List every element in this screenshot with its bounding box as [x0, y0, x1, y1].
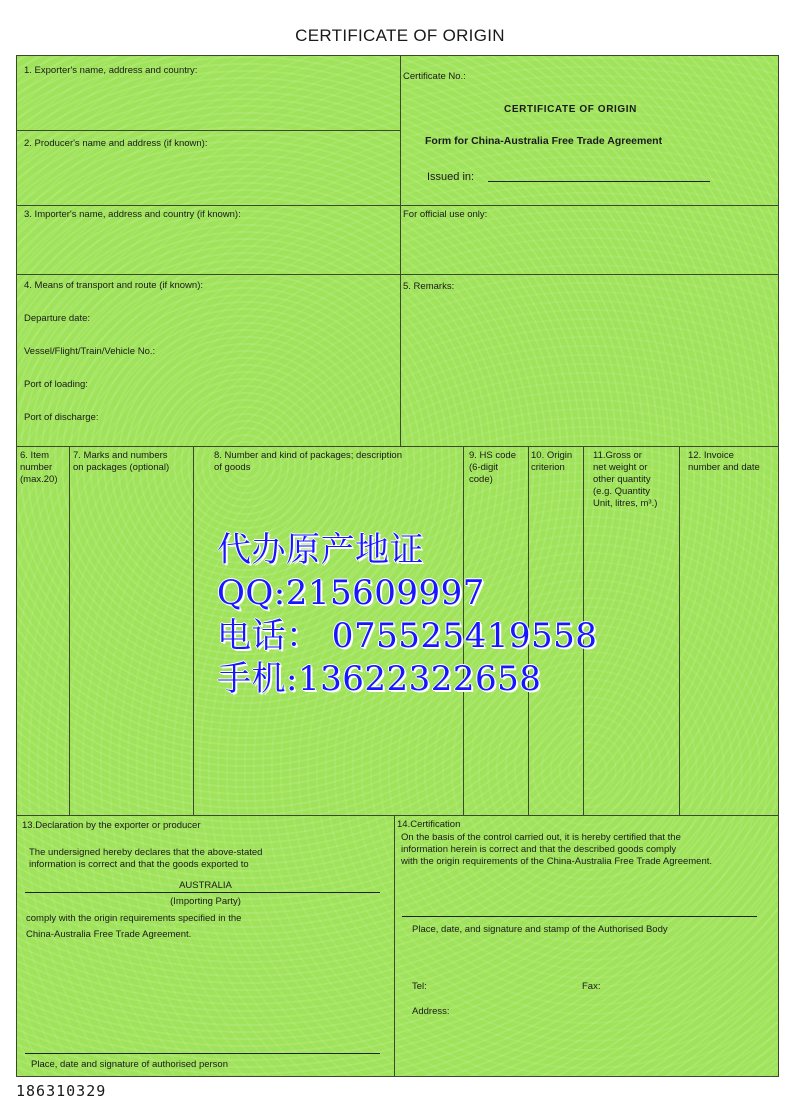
signature-line — [25, 1053, 380, 1054]
col-gross-weight: 11.Gross or net weight or other quantity (e.g. Quantity Unit, litres, m³.) — [593, 450, 658, 509]
divider — [193, 446, 194, 815]
declaration-text-2: information is correct and that the goods exported to — [29, 859, 249, 870]
certificate-number-label: Certificate No.: — [403, 71, 466, 82]
fta-form-line: Form for China-Australia Free Trade Agreement — [425, 135, 663, 147]
declaration-heading: 13.Declaration by the exporter or producer — [22, 820, 201, 831]
declaration-text-1: The undersigned hereby declares that the above-stated — [29, 847, 263, 858]
col-invoice: 12. Invoice number and date — [688, 450, 760, 473]
importing-party-label: (Importing Party) — [170, 896, 241, 907]
authorised-body-label: Place, date, and signature and stamp of the Authorised Body — [412, 924, 668, 935]
col-packages-description: 8. Number and kind of packages; description of goods — [214, 450, 402, 473]
overlay-line-qq: QQ:215609997 — [217, 573, 485, 613]
tel-label: Tel: — [412, 981, 427, 992]
certification-text-3: with the origin requirements of the China-Australia Free Trade Agreement. — [401, 856, 713, 867]
port-loading-label: Port of loading: — [24, 379, 88, 390]
divider — [69, 446, 70, 815]
col-origin-criterion: 10. Origin criterion — [531, 450, 573, 473]
official-use-label: For official use only: — [403, 209, 488, 220]
divider — [400, 56, 401, 446]
col-marks-numbers: 7. Marks and numbers on packages (optional) — [73, 450, 170, 473]
fax-label: Fax: — [582, 981, 601, 992]
remarks-label: 5. Remarks: — [403, 281, 455, 292]
importer-label: 3. Importer's name, address and country (if known): — [24, 209, 241, 220]
divider — [394, 815, 395, 1076]
divider — [17, 130, 400, 131]
importing-country: AUSTRALIA — [179, 880, 232, 891]
declaration-text-4: China-Australia Free Trade Agreement. — [26, 929, 192, 940]
issued-in-line — [488, 181, 710, 182]
transport-label: 4. Means of transport and route (if known): — [24, 280, 204, 291]
serial-number: 186310329 — [16, 1082, 107, 1100]
divider — [17, 274, 778, 275]
document-title: CERTIFICATE OF ORIGIN — [295, 26, 505, 45]
certification-heading: 14.Certification — [397, 819, 461, 830]
issued-in-label: Issued in: — [427, 171, 475, 183]
overlay-line-phone: 电话： 07552541955​8 — [217, 616, 598, 656]
country-line — [25, 892, 380, 893]
divider — [17, 446, 778, 447]
divider — [17, 205, 778, 206]
authorised-body-line — [402, 916, 757, 917]
signature-label: Place, date and signature of authorised person — [31, 1059, 228, 1070]
address-label: Address: — [412, 1006, 450, 1017]
divider — [679, 446, 680, 815]
certification-text-1: On the basis of the control carried out, it is hereby certified that the — [401, 832, 681, 843]
producer-label: 2. Producer's name and address (if known): — [24, 138, 208, 149]
declaration-text-3: comply with the origin requirements specified in the — [26, 913, 242, 924]
port-discharge-label: Port of discharge: — [24, 412, 99, 423]
departure-date-label: Departure date: — [24, 313, 91, 324]
certificate-heading: CERTIFICATE OF ORIGIN — [504, 104, 637, 115]
overlay-line-mobile: 手机:13622322658 — [217, 659, 542, 699]
exporter-label: 1. Exporter's name, address and country: — [24, 65, 198, 76]
overlay-line-service: 代办原产地证 — [217, 530, 424, 570]
col-item-number: 6. Item number (max.20) — [20, 450, 58, 485]
certification-text-2: information herein is correct and that the described goods comply — [401, 844, 677, 855]
divider — [17, 815, 778, 816]
col-hs-code: 9. HS code (6-digit code) — [469, 450, 516, 485]
vessel-label: Vessel/Flight/Train/Vehicle No.: — [24, 346, 156, 357]
